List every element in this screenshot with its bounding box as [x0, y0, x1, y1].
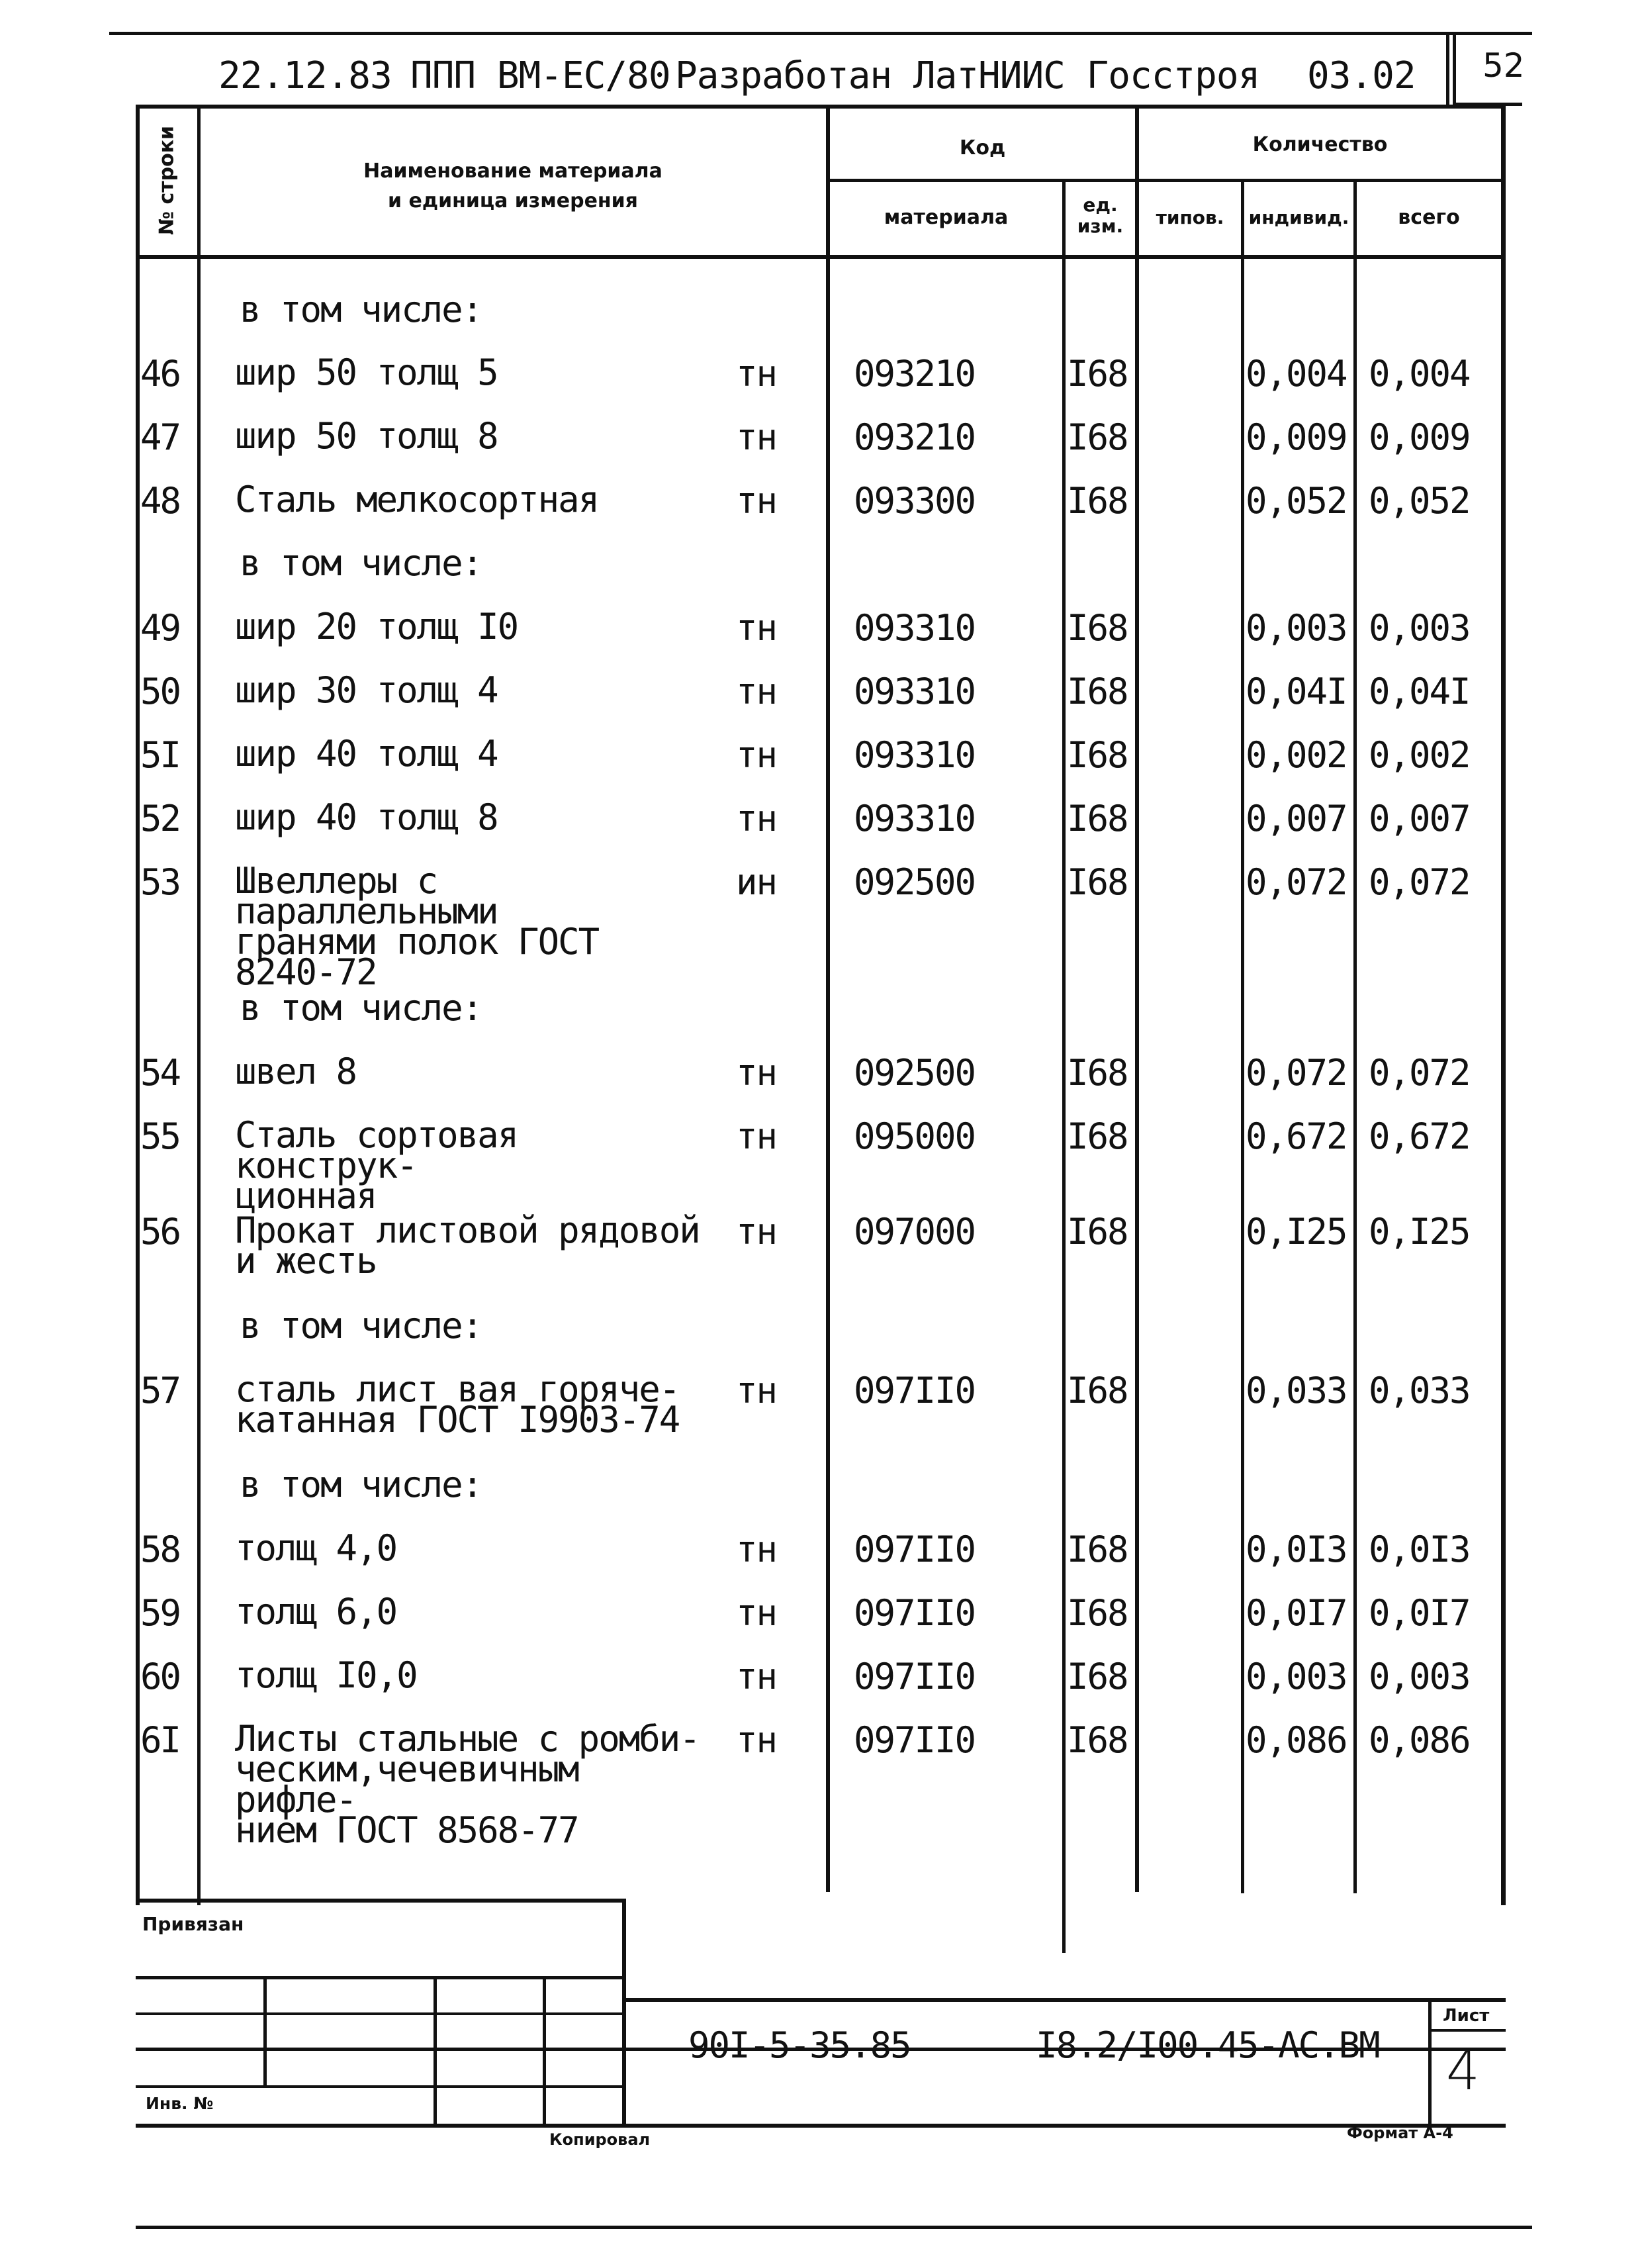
- row-unit: тн: [736, 1211, 777, 1252]
- row-number: 58: [140, 1529, 180, 1570]
- row-unit-code: I68: [1067, 1719, 1128, 1761]
- row-unit-code: I68: [1067, 734, 1128, 776]
- row-material-code: 097000: [854, 1211, 976, 1252]
- row-unit-code: I68: [1067, 1052, 1128, 1094]
- stamp-project-no: 90I-5-35.85: [688, 2024, 911, 2066]
- table-left-border: [136, 105, 140, 1905]
- row-number: 60: [140, 1656, 180, 1697]
- header-sub-line: [826, 179, 1506, 182]
- row-material-code: 093310: [854, 607, 976, 649]
- row-unit-code: I68: [1067, 480, 1128, 522]
- row-name: Прокат листовой рядовой и жесть: [235, 1209, 700, 1282]
- row-individual-qty: 0,I25: [1246, 1211, 1347, 1252]
- row-name: в том числе:: [240, 1464, 482, 1505]
- col-line-rownum: [197, 105, 201, 1905]
- th-name-line2: и единица измерения: [388, 189, 638, 213]
- row-material-code: 097II0: [854, 1529, 976, 1570]
- col-line-unitcode: [1135, 105, 1139, 1892]
- row-total-qty: 0,I25: [1369, 1211, 1470, 1252]
- stamp-sheet-vline: [1428, 1998, 1432, 2125]
- row-unit-code: I68: [1067, 861, 1128, 903]
- row-unit-code: I68: [1067, 1529, 1128, 1570]
- table-header-bottom-border: [136, 255, 1506, 259]
- row-total-qty: 0,033: [1369, 1370, 1470, 1411]
- footer-grid-line-1: [136, 1976, 625, 1979]
- row-unit-code: I68: [1067, 1592, 1128, 1634]
- row-name: шир 40 толщ 4: [235, 733, 498, 775]
- row-number: 48: [140, 480, 180, 522]
- col-line-typical: [1241, 179, 1244, 1893]
- row-unit-code: I68: [1067, 416, 1128, 458]
- th-name-line1: Наименование материала: [363, 160, 662, 183]
- frame-corner-top: [1446, 32, 1522, 35]
- table-top-border: [136, 105, 1506, 109]
- row-name: шир 50 толщ 5: [235, 352, 498, 393]
- th-material: материала: [884, 206, 1009, 229]
- row-total-qty: 0,003: [1369, 607, 1470, 649]
- row-unit-code: I68: [1067, 798, 1128, 839]
- stamp-sheet-label: Лист: [1443, 2006, 1490, 2026]
- row-unit-code: I68: [1067, 353, 1128, 395]
- frame-corner-left-inner: [1453, 32, 1456, 106]
- header-sheet-corner: 52: [1482, 46, 1525, 85]
- row-unit: тн: [736, 734, 777, 776]
- row-name: в том числе:: [240, 289, 482, 330]
- row-individual-qty: 0,007: [1246, 798, 1347, 839]
- row-material-code: 097II0: [854, 1370, 976, 1411]
- row-material-code: 097II0: [854, 1719, 976, 1761]
- header-developer: Разработан ЛатНИИС Госстроя: [675, 54, 1260, 97]
- row-name: шир 30 толщ 4: [235, 669, 498, 711]
- footer-format-label: Формат А-4: [1347, 2124, 1453, 2142]
- row-number: 53: [140, 861, 180, 903]
- footer-grid-line-4: [136, 2085, 625, 2088]
- row-individual-qty: 0,033: [1246, 1370, 1347, 1411]
- row-material-code: 093310: [854, 734, 976, 776]
- row-individual-qty: 0,086: [1246, 1719, 1347, 1761]
- row-total-qty: 0,052: [1369, 480, 1470, 522]
- row-name: толщ 6,0: [235, 1591, 397, 1632]
- footer-grid-vline-2: [433, 1976, 437, 2125]
- row-material-code: 093310: [854, 798, 976, 839]
- col-line-code: [1062, 179, 1066, 1953]
- row-number: 57: [140, 1370, 180, 1411]
- footer-bottom-line: [136, 2124, 1506, 2128]
- row-unit: тн: [736, 671, 777, 712]
- row-unit: тн: [736, 1592, 777, 1634]
- th-typical: типов.: [1156, 207, 1224, 228]
- row-material-code: 097II0: [854, 1656, 976, 1697]
- footer-bound-label: Привязан: [142, 1913, 244, 1935]
- row-individual-qty: 0,009: [1246, 416, 1347, 458]
- th-code: Код: [959, 136, 1006, 160]
- row-individual-qty: 0,072: [1246, 1052, 1347, 1094]
- row-total-qty: 0,04I: [1369, 671, 1470, 712]
- row-individual-qty: 0,052: [1246, 480, 1347, 522]
- header-date: 22.12.83: [218, 54, 392, 97]
- row-name: толщ 4,0: [235, 1527, 397, 1569]
- row-individual-qty: 0,004: [1246, 353, 1347, 395]
- row-name: сталь лист вая горяче- катанная ГОСТ I9903-74: [235, 1368, 680, 1441]
- row-unit: тн: [736, 1656, 777, 1697]
- stamp-doc-no: I8.2/I00.45-АС.ВМ: [1036, 2024, 1379, 2066]
- row-number: 49: [140, 607, 180, 649]
- row-unit: тн: [736, 1370, 777, 1411]
- frame-corner-left: [1446, 32, 1449, 106]
- row-unit: тн: [736, 1052, 777, 1094]
- row-unit-code: I68: [1067, 1370, 1128, 1411]
- col-line-individual: [1353, 179, 1357, 1893]
- row-unit: тн: [736, 1115, 777, 1157]
- row-unit: ин: [736, 861, 777, 903]
- row-individual-qty: 0,003: [1246, 607, 1347, 649]
- row-name: Сталь сортовая конструк- ционная: [235, 1114, 518, 1217]
- row-unit: тн: [736, 798, 777, 839]
- th-unit-line2: изм.: [1077, 215, 1124, 237]
- row-material-code: 093300: [854, 480, 976, 522]
- stamp-top-line: [622, 1998, 1506, 2002]
- row-number: 52: [140, 798, 180, 839]
- row-number: 5I: [140, 734, 180, 776]
- footer-inv-label: Инв. №: [146, 2094, 214, 2113]
- stamp-sheet-hline: [1428, 2029, 1506, 2032]
- row-individual-qty: 0,0I3: [1246, 1529, 1347, 1570]
- row-name: шир 50 толщ 8: [235, 415, 498, 457]
- footer-copied-label: Копировал: [549, 2130, 651, 2149]
- row-number: 56: [140, 1211, 180, 1252]
- row-material-code: 097II0: [854, 1592, 976, 1634]
- row-material-code: 093310: [854, 671, 976, 712]
- row-unit: тн: [736, 353, 777, 395]
- row-total-qty: 0,0I3: [1369, 1529, 1470, 1570]
- row-total-qty: 0,086: [1369, 1719, 1470, 1761]
- th-individual: индивид.: [1248, 207, 1349, 228]
- header-doc-code: ППП ВМ-ЕС/80: [410, 54, 670, 97]
- row-unit: тн: [736, 607, 777, 649]
- row-individual-qty: 0,072: [1246, 861, 1347, 903]
- row-name: толщ I0,0: [235, 1654, 417, 1696]
- row-individual-qty: 0,002: [1246, 734, 1347, 776]
- row-individual-qty: 0,0I7: [1246, 1592, 1347, 1634]
- row-individual-qty: 0,003: [1246, 1656, 1347, 1697]
- row-name: швел 8: [235, 1051, 357, 1092]
- row-name: Листы стальные с ромби- ческим,чечевичным рифле- нием ГОСТ 8568-77: [235, 1718, 700, 1851]
- row-name: в том числе:: [240, 542, 482, 584]
- row-name: шир 40 толщ 8: [235, 796, 498, 838]
- footer-grid-vline-3: [543, 1976, 546, 2125]
- row-unit-code: I68: [1067, 671, 1128, 712]
- stamp-sheet-no: 4: [1446, 2040, 1480, 2102]
- row-material-code: 093210: [854, 353, 976, 395]
- row-unit-code: I68: [1067, 607, 1128, 649]
- th-total: всего: [1398, 206, 1460, 229]
- row-unit-code: I68: [1067, 1115, 1128, 1157]
- row-name: Швеллеры с параллельными гранями полок ГОСТ 8240-72: [235, 860, 599, 993]
- row-total-qty: 0,0I7: [1369, 1592, 1470, 1634]
- row-total-qty: 0,004: [1369, 353, 1470, 395]
- row-material-code: 095000: [854, 1115, 976, 1157]
- row-number: 50: [140, 671, 180, 712]
- row-individual-qty: 0,04I: [1246, 671, 1347, 712]
- row-number: 6I: [140, 1719, 180, 1761]
- row-total-qty: 0,007: [1369, 798, 1470, 839]
- footer-grid-line-2: [136, 2012, 625, 2015]
- row-number: 54: [140, 1052, 180, 1094]
- footer-box-top: [136, 1899, 625, 1903]
- row-unit: тн: [736, 1529, 777, 1570]
- row-unit: тн: [736, 416, 777, 458]
- row-number: 46: [140, 353, 180, 395]
- page-bottom-line: [136, 2226, 1532, 2229]
- th-unit-line1: ед.: [1083, 194, 1118, 216]
- row-material-code: 093210: [854, 416, 976, 458]
- row-total-qty: 0,009: [1369, 416, 1470, 458]
- row-unit-code: I68: [1067, 1211, 1128, 1252]
- row-material-code: 092500: [854, 1052, 976, 1094]
- row-name: шир 20 толщ I0: [235, 606, 518, 647]
- row-name: Сталь мелкосортная: [235, 479, 599, 520]
- row-unit-code: I68: [1067, 1656, 1128, 1697]
- row-total-qty: 0,672: [1369, 1115, 1470, 1157]
- footer-grid-vline-1: [263, 1976, 267, 2087]
- row-unit: тн: [736, 480, 777, 522]
- row-unit: тн: [736, 1719, 777, 1761]
- row-individual-qty: 0,672: [1246, 1115, 1347, 1157]
- th-quantity: Количество: [1252, 133, 1388, 156]
- row-number: 55: [140, 1115, 180, 1157]
- row-total-qty: 0,072: [1369, 861, 1470, 903]
- row-total-qty: 0,003: [1369, 1656, 1470, 1697]
- th-row-no: № строки: [155, 125, 179, 236]
- row-name: в том числе:: [240, 987, 482, 1029]
- row-material-code: 092500: [854, 861, 976, 903]
- row-total-qty: 0,002: [1369, 734, 1470, 776]
- frame-top-line: [109, 32, 1532, 35]
- row-total-qty: 0,072: [1369, 1052, 1470, 1094]
- col-line-name: [826, 105, 830, 1892]
- row-number: 59: [140, 1592, 180, 1634]
- table-right-border: [1501, 105, 1506, 1905]
- row-name: в том числе:: [240, 1305, 482, 1347]
- header-section: 03.02: [1307, 54, 1416, 97]
- row-number: 47: [140, 416, 180, 458]
